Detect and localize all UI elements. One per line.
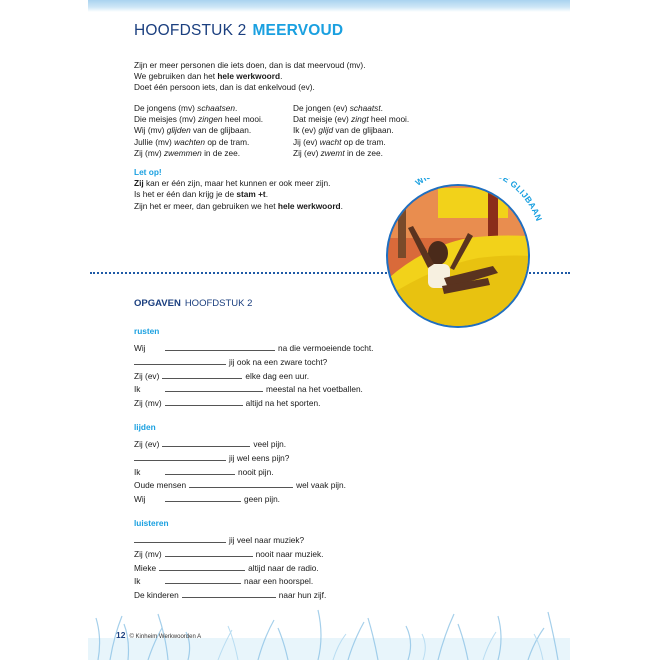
- exercise-row: Oude mensen wel vaak pijn.: [134, 477, 346, 491]
- intro-text: [134, 60, 366, 94]
- answer-blank[interactable]: [165, 381, 263, 392]
- answer-blank[interactable]: [134, 354, 226, 365]
- photo-caption: W E GLIJBAAN: [413, 178, 545, 223]
- exercise-row: Ik nooit pijn.: [134, 464, 346, 478]
- exercise-row: Ik naar een hoorspel.: [134, 573, 326, 587]
- answer-blank[interactable]: [165, 546, 253, 557]
- example-line: Wij (mv) glijden van de glijbaan.: [134, 125, 252, 136]
- example-line: Zij (mv) zwemmen in de zee.: [134, 147, 241, 158]
- chapter-topic: MEERVOUD: [252, 22, 344, 39]
- plural-examples: [134, 103, 263, 159]
- intro-line: Zijn er meer personen die iets doen, dan is dat meervoud (mv).: [134, 60, 366, 70]
- exercise-section-rusten: [134, 325, 373, 409]
- let-op-line: Zijn het er meer, dan gebruiken we het hele werkwoord.: [134, 200, 343, 211]
- answer-blank[interactable]: [165, 573, 241, 584]
- exercise-row: De kinderen naar hun zijf.: [134, 587, 326, 601]
- answer-blank[interactable]: [159, 560, 245, 571]
- answer-blank[interactable]: [165, 491, 241, 502]
- answer-blank[interactable]: [134, 532, 226, 543]
- singular-examples: [293, 103, 409, 159]
- exercise-row: Zij (mv) altijd na het sporten.: [134, 395, 373, 409]
- answer-blank[interactable]: [189, 477, 293, 488]
- verb-heading: rusten: [134, 326, 160, 336]
- sky-header-band: [88, 0, 570, 12]
- chapter-title: [134, 22, 343, 40]
- exercise-row: Wij na die vermoeiende tocht.: [134, 340, 373, 354]
- example-line: Zij (ev) zwemt in de zee.: [293, 147, 383, 158]
- example-line: Die meisjes (mv) zingen heel mooi.: [134, 114, 264, 125]
- let-op-line: Zij kan er één zijn, maar het kunnen er ook meer zijn.: [134, 178, 331, 189]
- example-line: Jij (ev) wacht op de tram.: [293, 136, 386, 147]
- example-line: Jullie (mv) wachten op de tram.: [134, 136, 250, 147]
- slide-photo-illustration: [378, 178, 548, 328]
- verb-heading: luisteren: [134, 518, 169, 528]
- let-op-heading: Let op!: [134, 167, 162, 177]
- answer-blank[interactable]: [165, 464, 235, 475]
- let-op-note: [134, 167, 343, 212]
- example-line: Dat meisje (ev) zingt heel mooi.: [293, 114, 410, 125]
- answer-blank[interactable]: [162, 368, 242, 379]
- exercise-row: Zij (ev) veel pijn.: [134, 436, 346, 450]
- exercise-section-lijden: [134, 421, 346, 505]
- answer-blank[interactable]: [182, 587, 276, 598]
- exercises-title: OPGAVEN HOOFDSTUK 2: [134, 298, 253, 309]
- let-op-line: Is het er één dan krijg je de stam +t.: [134, 189, 268, 200]
- exercise-row: Zij (mv) nooit naar muziek.: [134, 546, 326, 560]
- exercise-row: jij wel eens pijn?: [134, 450, 346, 464]
- answer-blank[interactable]: [162, 436, 250, 447]
- exercise-row: Zij (ev) elke dag een uur.: [134, 368, 373, 382]
- page-footer: [116, 630, 201, 640]
- answer-blank[interactable]: [134, 450, 226, 461]
- page-number: 12: [116, 630, 126, 640]
- copyright-credit: © Kinheim Werkwoorden A: [129, 634, 202, 640]
- exercise-row: jij veel naar muziek?: [134, 532, 326, 546]
- slide-photo: [378, 178, 548, 328]
- grass-decoration: [88, 598, 570, 660]
- exercise-row: Ik meestal na het voetballen.: [134, 381, 373, 395]
- exercise-section-luisteren: [134, 517, 326, 601]
- exercise-row: jij ook na een zware tocht?: [134, 354, 373, 368]
- verb-heading: lijden: [134, 422, 156, 432]
- answer-blank[interactable]: [165, 395, 243, 406]
- exercise-row: Wij geen pijn.: [134, 491, 346, 505]
- intro-line: We gebruiken dan het hele werkwoord.: [134, 71, 283, 82]
- example-line: Ik (ev) glijd van de glijbaan.: [293, 125, 394, 136]
- intro-line: Doet één persoon iets, dan is dat enkelvoud (ev).: [134, 82, 315, 93]
- answer-blank[interactable]: [165, 340, 275, 351]
- chapter-label: HOOFDSTUK 2: [134, 22, 247, 39]
- example-line: De jongens (mv) schaatsen.: [134, 103, 238, 113]
- exercise-row: Mieke altijd naar de radio.: [134, 560, 326, 574]
- example-line: De jongen (ev) schaatst.: [293, 103, 383, 113]
